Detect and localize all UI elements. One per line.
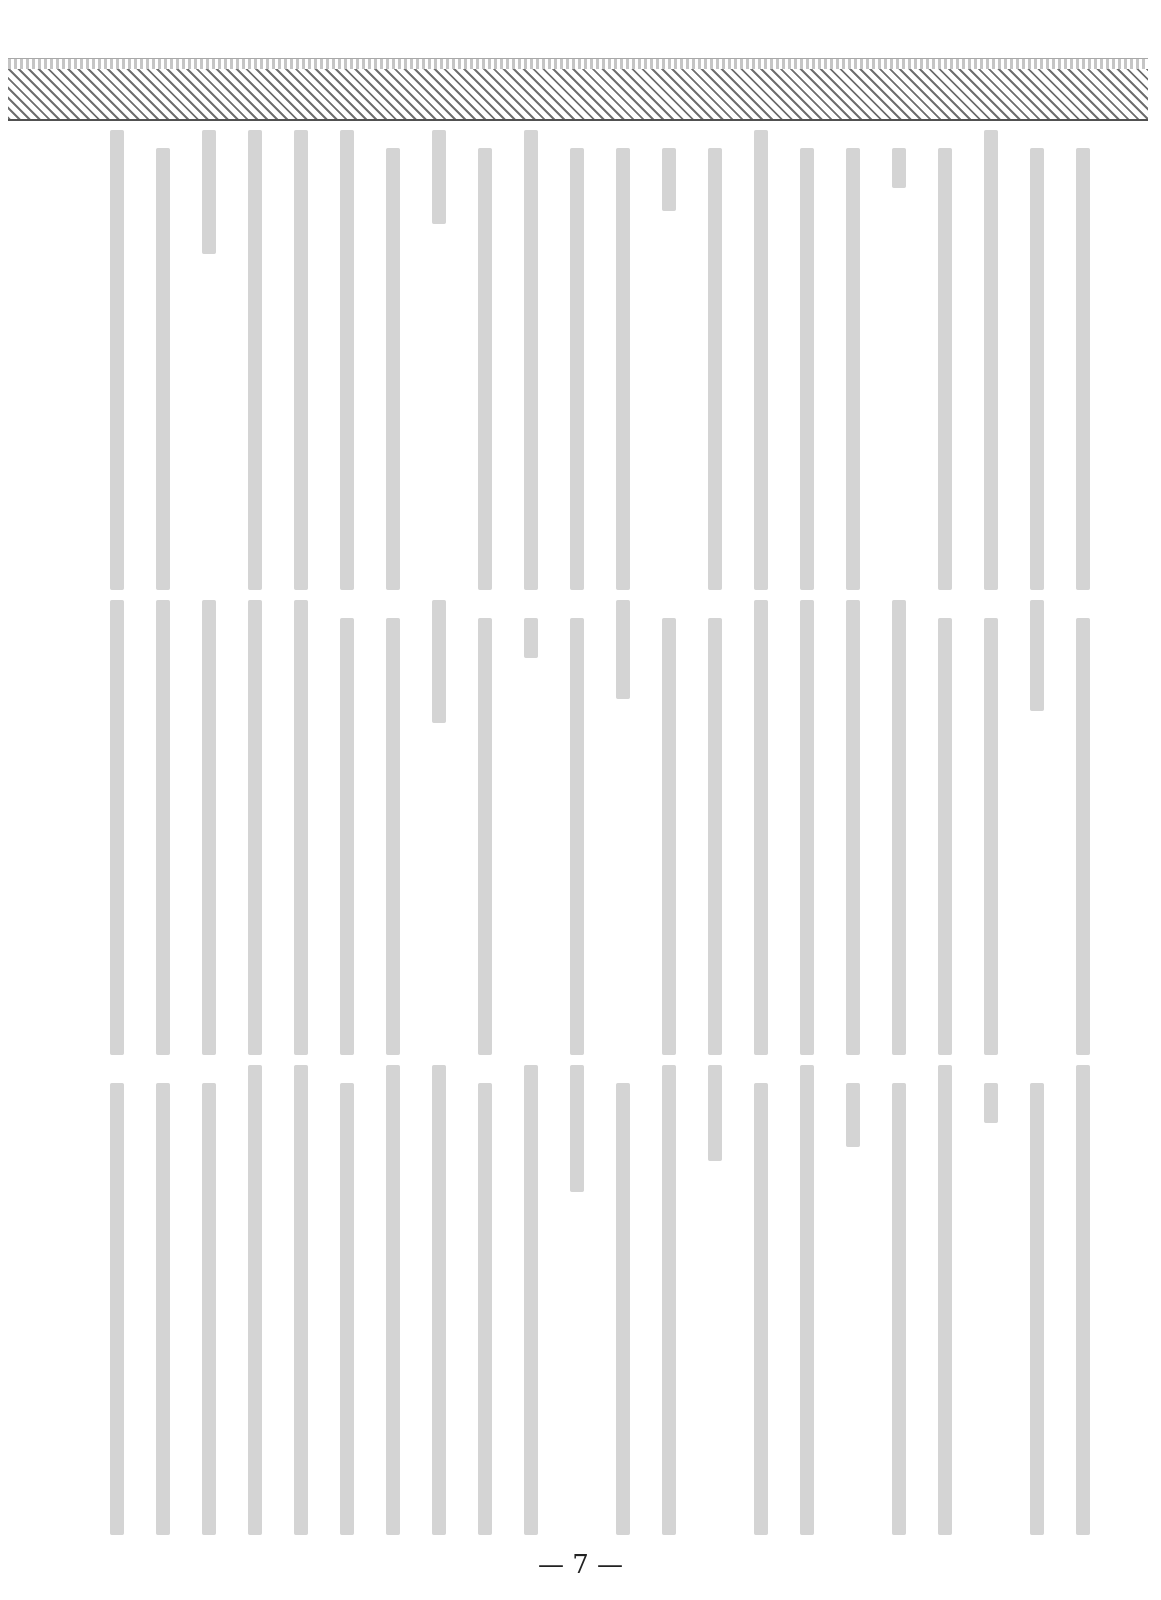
text-column (432, 1065, 446, 1535)
text-column (984, 130, 998, 590)
text-column (662, 618, 676, 1055)
text-column (248, 600, 262, 1055)
text-column (938, 148, 952, 590)
text-column (156, 148, 170, 590)
text-column (1076, 1065, 1090, 1535)
text-column (800, 600, 814, 1055)
text-column (708, 148, 722, 590)
text-column (892, 148, 906, 188)
text-column (1030, 148, 1044, 590)
text-column (984, 618, 998, 1055)
text-column (202, 1083, 216, 1535)
text-column (1076, 148, 1090, 590)
text-column (386, 148, 400, 590)
text-column (754, 130, 768, 590)
text-column (478, 1083, 492, 1535)
text-column (754, 600, 768, 1055)
text-column (202, 600, 216, 1055)
text-column (524, 1065, 538, 1535)
text-column (892, 1083, 906, 1535)
text-column (478, 148, 492, 590)
text-column (708, 1065, 722, 1161)
text-column (846, 600, 860, 1055)
text-column (294, 130, 308, 590)
text-column (110, 1083, 124, 1535)
text-column (662, 1065, 676, 1535)
text-column (248, 1065, 262, 1535)
text-column (156, 1083, 170, 1535)
text-column (800, 1065, 814, 1535)
text-column (616, 1083, 630, 1535)
text-column (616, 148, 630, 590)
text-column (570, 148, 584, 590)
text-column (156, 600, 170, 1055)
decorative-lace-border (8, 58, 1148, 121)
text-column (570, 1065, 584, 1192)
text-column (432, 600, 446, 723)
text-column (938, 1065, 952, 1535)
text-column (1030, 1083, 1044, 1535)
text-column (386, 618, 400, 1055)
page-number: — 7 — (537, 1550, 624, 1580)
text-column (432, 130, 446, 224)
text-column (800, 148, 814, 590)
text-block-upper (80, 130, 1090, 590)
text-column (524, 618, 538, 658)
text-column (984, 1083, 998, 1123)
text-column (846, 1083, 860, 1147)
text-column (524, 130, 538, 590)
text-block-middle (80, 600, 1090, 1055)
text-column (294, 1065, 308, 1535)
text-column (340, 618, 354, 1055)
text-column (110, 130, 124, 590)
text-block-lower (80, 1065, 1090, 1535)
text-column (386, 1065, 400, 1535)
text-column (110, 600, 124, 1055)
text-column (340, 1083, 354, 1535)
text-column (202, 130, 216, 254)
text-column (938, 618, 952, 1055)
text-column (570, 618, 584, 1055)
text-column (616, 600, 630, 699)
text-column (846, 148, 860, 590)
text-column (294, 600, 308, 1055)
text-column (1076, 618, 1090, 1055)
text-column (1030, 600, 1044, 711)
text-column (478, 618, 492, 1055)
text-column (248, 130, 262, 590)
text-column (892, 600, 906, 1055)
text-column (754, 1083, 768, 1535)
text-column (340, 130, 354, 590)
text-column (662, 148, 676, 211)
text-column (708, 618, 722, 1055)
